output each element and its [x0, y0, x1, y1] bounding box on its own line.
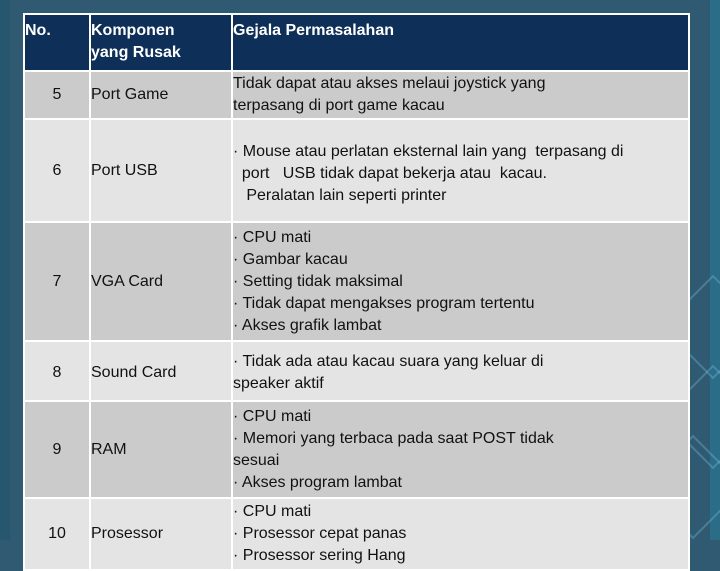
row-symptoms	[232, 498, 689, 570]
symptom-line: · Memori yang terbaca pada saat POST tidak	[233, 429, 554, 447]
symptom-line: Peralatan lain seperti printer	[233, 186, 447, 204]
row-symptoms	[232, 222, 689, 341]
header-symptom: Gejala Permasalahan	[232, 14, 689, 71]
row-component: VGA Card	[90, 222, 232, 341]
symptom-line: · Mouse atau perlatan eksternal lain yang terpasang di	[233, 142, 624, 160]
row-symptoms	[232, 71, 689, 119]
row-component: Port Game	[90, 71, 232, 119]
table-body	[24, 71, 689, 570]
slide-left-stripe	[0, 0, 10, 540]
row-number: 5	[24, 71, 90, 119]
symptom-line: · Prosessor cepat panas	[233, 525, 407, 542]
symptom-line: · Tidak dapat mengakses program tertentu	[233, 294, 535, 312]
header-no: No.	[24, 14, 90, 71]
row-component: Prosessor	[90, 498, 232, 570]
row-component: RAM	[90, 401, 232, 498]
symptom-line: · Setting tidak maksimal	[233, 272, 403, 290]
symptom-line: · Akses program lambat	[233, 473, 402, 491]
symptom-line: · CPU mati	[233, 407, 312, 425]
row-symptoms	[232, 401, 689, 498]
component-symptom-table	[23, 13, 690, 571]
symptom-line: sesuai	[233, 451, 280, 469]
row-number: 10	[24, 498, 90, 570]
symptom-line: · Gambar kacau	[233, 250, 348, 268]
row-number: 9	[24, 401, 90, 498]
symptom-line: · CPU mati	[233, 503, 312, 520]
header-row	[24, 14, 689, 71]
symptom-line: · Tidak ada atau kacau suara yang keluar di	[233, 353, 544, 370]
symptom-line: terpasang di port game kacau	[233, 97, 445, 114]
symptom-line: speaker aktif	[233, 375, 324, 392]
table-row	[24, 222, 689, 341]
row-component: Sound Card	[90, 341, 232, 401]
row-component: Port USB	[90, 119, 232, 222]
symptom-line: · Akses grafik lambat	[233, 316, 382, 334]
symptom-line: Tidak dapat atau akses melaui joystick yang	[233, 75, 546, 92]
row-number: 8	[24, 341, 90, 401]
symptom-line: port USB tidak dapat bekerja atau kacau.	[233, 164, 547, 182]
table-row	[24, 401, 689, 498]
row-number: 7	[24, 222, 90, 341]
symptom-line: · Prosessor sering Hang	[233, 547, 406, 564]
table-row	[24, 341, 689, 401]
table-row	[24, 498, 689, 570]
table-row	[24, 71, 689, 119]
header-component-line-2: yang Rusak	[91, 44, 181, 61]
symptom-line: · CPU mati	[233, 228, 312, 246]
table-row	[24, 119, 689, 222]
header-component	[90, 14, 232, 71]
table-header	[24, 14, 689, 71]
row-symptoms	[232, 341, 689, 401]
row-symptoms	[232, 119, 689, 222]
header-component-line-1: Komponen	[91, 22, 175, 39]
row-number: 6	[24, 119, 90, 222]
